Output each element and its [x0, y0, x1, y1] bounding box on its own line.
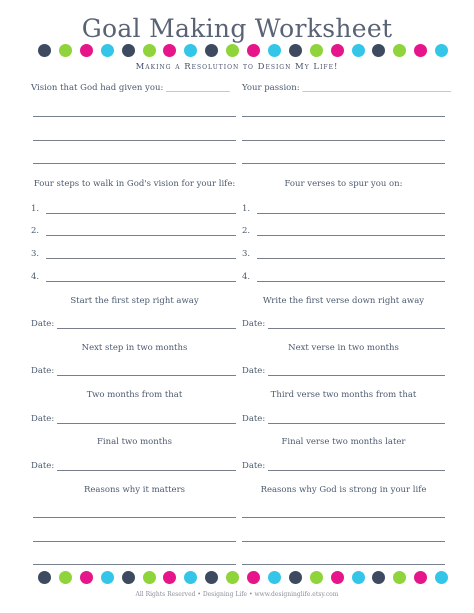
decorative-dot — [247, 44, 260, 57]
vision-line-2[interactable] — [33, 140, 236, 141]
vision-line-3[interactable] — [33, 163, 236, 164]
right-date-line-2[interactable] — [268, 375, 445, 376]
decorative-dot — [435, 44, 448, 57]
left-date-line-3[interactable] — [57, 423, 236, 424]
verse-number-2: 2. — [242, 226, 251, 236]
decorative-dot — [268, 571, 281, 584]
left-section-heading-3: Two months from that — [86, 390, 183, 400]
decorative-dot — [122, 44, 135, 57]
right-reasons-heading: Reasons why God is strong in your life — [260, 485, 427, 495]
verse-number-1: 1. — [242, 204, 251, 214]
right-date-label-1: Date: — [242, 319, 266, 329]
right-date-line-4[interactable] — [268, 470, 445, 471]
decorative-dot — [247, 571, 260, 584]
bottom-dot-border — [0, 571, 474, 585]
decorative-dot — [393, 44, 406, 57]
vision-label: Vision that God had given you: _______________ — [31, 83, 230, 93]
decorative-dot — [352, 571, 365, 584]
left-date-line-4[interactable] — [57, 470, 236, 471]
steps-heading: Four steps to walk in God's vision for your life: — [33, 179, 236, 189]
verse-line-4[interactable] — [257, 281, 445, 282]
right-date-line-1[interactable] — [268, 328, 445, 329]
decorative-dot — [143, 44, 156, 57]
decorative-dot — [59, 44, 72, 57]
verse-line-3[interactable] — [257, 258, 445, 259]
passion-line-3[interactable] — [242, 163, 445, 164]
right-date-label-2: Date: — [242, 366, 266, 376]
left-date-line-2[interactable] — [57, 375, 236, 376]
copyright-footer: All Rights Reserved • Designing Life • www.designinglife.etsy.com — [135, 591, 339, 598]
right-reasons-line-1[interactable] — [242, 517, 445, 518]
decorative-dot — [205, 571, 218, 584]
decorative-dot — [38, 571, 51, 584]
verse-line-1[interactable] — [257, 213, 445, 214]
top-dot-border — [0, 44, 474, 58]
decorative-dot — [80, 44, 93, 57]
decorative-dot — [101, 44, 114, 57]
decorative-dot — [205, 44, 218, 57]
step-line-1[interactable] — [46, 213, 236, 214]
decorative-dot — [143, 571, 156, 584]
right-section-heading-4: Final verse two months later — [281, 437, 406, 447]
passion-label: Your passion: ___________________________________ — [242, 83, 452, 93]
left-section-heading-1: Start the first step right away — [70, 296, 199, 306]
left-section-heading-2: Next step in two months — [81, 343, 188, 353]
step-line-3[interactable] — [46, 258, 236, 259]
left-section-heading-4: Final two months — [97, 437, 172, 447]
decorative-dot — [226, 571, 239, 584]
decorative-dot — [38, 44, 51, 57]
decorative-dot — [163, 44, 176, 57]
right-reasons-line-3[interactable] — [242, 564, 445, 565]
right-reasons-line-2[interactable] — [242, 541, 445, 542]
step-number-1: 1. — [31, 204, 40, 214]
vision-line-1[interactable] — [33, 116, 236, 117]
worksheet-subtitle: Making a Resolution to Design My Life! — [135, 62, 339, 72]
right-date-label-3: Date: — [242, 414, 266, 424]
decorative-dot — [414, 571, 427, 584]
left-reasons-heading: Reasons why it matters — [83, 485, 186, 495]
decorative-dot — [352, 44, 365, 57]
right-section-heading-2: Next verse in two months — [288, 343, 399, 353]
verse-number-4: 4. — [242, 272, 251, 282]
left-date-line-1[interactable] — [57, 328, 236, 329]
decorative-dot — [331, 571, 344, 584]
decorative-dot — [310, 44, 323, 57]
step-line-2[interactable] — [46, 235, 236, 236]
left-reasons-line-1[interactable] — [33, 517, 236, 518]
verse-line-2[interactable] — [257, 235, 445, 236]
decorative-dot — [310, 571, 323, 584]
decorative-dot — [393, 571, 406, 584]
step-number-4: 4. — [31, 272, 40, 282]
step-line-4[interactable] — [46, 281, 236, 282]
decorative-dot — [289, 44, 302, 57]
decorative-dot — [372, 571, 385, 584]
verse-number-3: 3. — [242, 249, 251, 259]
right-section-heading-1: Write the first verse down right away — [262, 296, 425, 306]
worksheet-title: Goal Making Worksheet — [81, 14, 393, 43]
right-date-label-4: Date: — [242, 461, 266, 471]
decorative-dot — [414, 44, 427, 57]
step-number-3: 3. — [31, 249, 40, 259]
decorative-dot — [331, 44, 344, 57]
left-date-label-4: Date: — [31, 461, 55, 471]
left-reasons-line-2[interactable] — [33, 541, 236, 542]
right-section-heading-3: Third verse two months from that — [270, 390, 417, 400]
decorative-dot — [289, 571, 302, 584]
left-date-label-3: Date: — [31, 414, 55, 424]
decorative-dot — [101, 571, 114, 584]
right-date-line-3[interactable] — [268, 423, 445, 424]
decorative-dot — [163, 571, 176, 584]
left-reasons-line-3[interactable] — [33, 564, 236, 565]
decorative-dot — [80, 571, 93, 584]
verses-heading: Four verses to spur you on: — [284, 179, 403, 189]
decorative-dot — [184, 571, 197, 584]
decorative-dot — [59, 571, 72, 584]
passion-line-1[interactable] — [242, 116, 445, 117]
decorative-dot — [435, 571, 448, 584]
decorative-dot — [226, 44, 239, 57]
decorative-dot — [268, 44, 281, 57]
left-date-label-2: Date: — [31, 366, 55, 376]
left-date-label-1: Date: — [31, 319, 55, 329]
decorative-dot — [184, 44, 197, 57]
passion-line-2[interactable] — [242, 140, 445, 141]
step-number-2: 2. — [31, 226, 40, 236]
decorative-dot — [372, 44, 385, 57]
decorative-dot — [122, 571, 135, 584]
